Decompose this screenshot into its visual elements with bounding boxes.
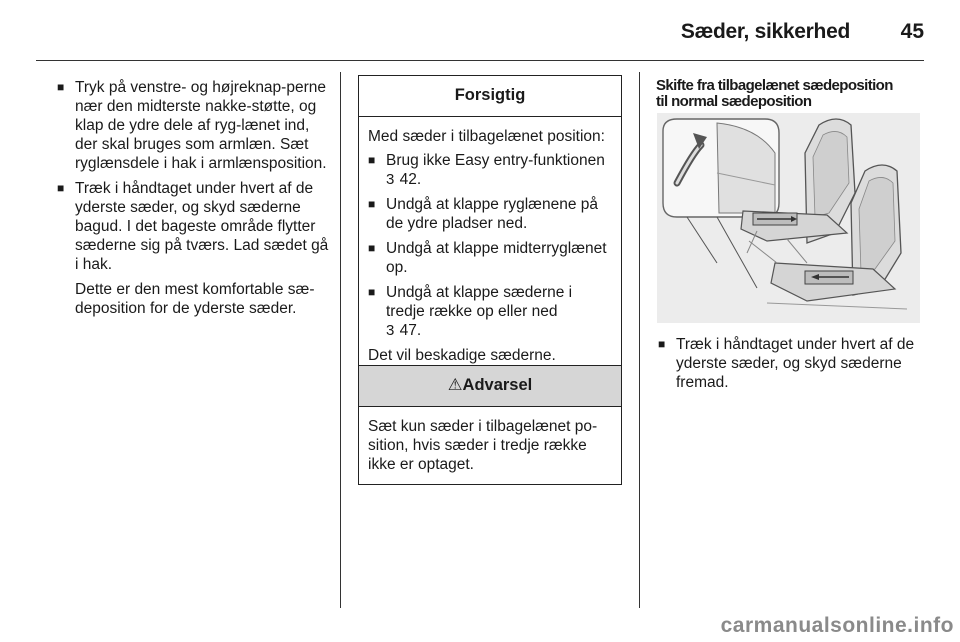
right-column (656, 78, 924, 110)
right-column-list (656, 335, 924, 398)
warning-triangle-icon: ⚠ (447, 376, 463, 394)
bullet-square-icon: ■ (57, 80, 65, 94)
warning-title: Advarsel (462, 376, 533, 394)
column-divider-2 (639, 72, 640, 608)
list-item (656, 335, 924, 392)
list-item (55, 179, 333, 274)
bullet-square-icon: ■ (368, 285, 376, 299)
caution-intro: Med sæder i tilbagelænet position: (368, 128, 605, 145)
caution-outro: Det vil beskadige sæderne. (368, 347, 556, 364)
page-number: 45 (900, 20, 924, 43)
warning-header (359, 366, 621, 407)
list-item (368, 283, 613, 340)
bullet-square-icon: ■ (368, 153, 376, 167)
section-heading-line-2: til normal sædeposition (656, 93, 812, 110)
page-reference-icon: 3 (386, 322, 395, 339)
section-heading-line-1: Skifte fra tilbagelænet sædeposition (656, 77, 893, 94)
page-reference[interactable]: 47. (399, 322, 422, 339)
bullet-square-icon: ■ (368, 241, 376, 255)
bullet-square-icon: ■ (57, 181, 65, 195)
list-item-text: Undgå at klappe midterryglænet op. (386, 240, 607, 276)
list-item (55, 78, 333, 173)
warning-text: Sæt kun sæder i tilbagelænet po-sition, hvis sæder i tredje række ikke er optaget. (368, 418, 598, 473)
bullet-square-icon: ■ (658, 337, 666, 351)
seat-drawing (657, 113, 920, 323)
page-header-title: Sæder, sikkerhed (680, 20, 850, 43)
list-item (368, 195, 613, 233)
list-item-text: Tryk på venstre- og højreknap-perne nær den midterste nakke-støtte, og klap de ydre dele af ryg-lænet ind, der skal bruges som armlæn. Sæt ryglænsdele i hak i armlænsposition. (75, 79, 327, 172)
seat-illustration (657, 113, 920, 323)
page-reference-icon: 3 (386, 171, 395, 188)
list-item-text: Undgå at klappe ryglænene på de ydre pladser ned. (386, 196, 598, 232)
body-paragraph: Dette er den mest komfortable sæ-deposition for de yderste sæder. (75, 281, 315, 317)
list-item-text: Brug ikke Easy entry-funktionen (386, 152, 605, 169)
header-rule (36, 60, 924, 61)
page-reference[interactable]: 42. (399, 171, 422, 188)
watermark: carmanualsonline.info (720, 614, 954, 637)
list-item (368, 239, 613, 277)
bullet-square-icon: ■ (368, 197, 376, 211)
list-item-text: Træk i håndtaget under hvert af de yderste sæder, og skyd sæderne fremad. (676, 336, 915, 391)
list-item-text: Undgå at klappe sæderne i tredje række op eller ned (386, 284, 573, 320)
column-divider-1 (340, 72, 341, 608)
list-item-text: Træk i håndtaget under hvert af de yderste sæder, og skyd sæderne bagud. I det bageste område flytter sæderne sig på tværs. Lad sædet gå i hak. (75, 180, 329, 273)
caution-box (358, 75, 622, 376)
list-item (368, 151, 613, 189)
left-column (55, 78, 333, 318)
warning-box (358, 365, 622, 485)
caution-title: Forsigtig (359, 76, 621, 117)
